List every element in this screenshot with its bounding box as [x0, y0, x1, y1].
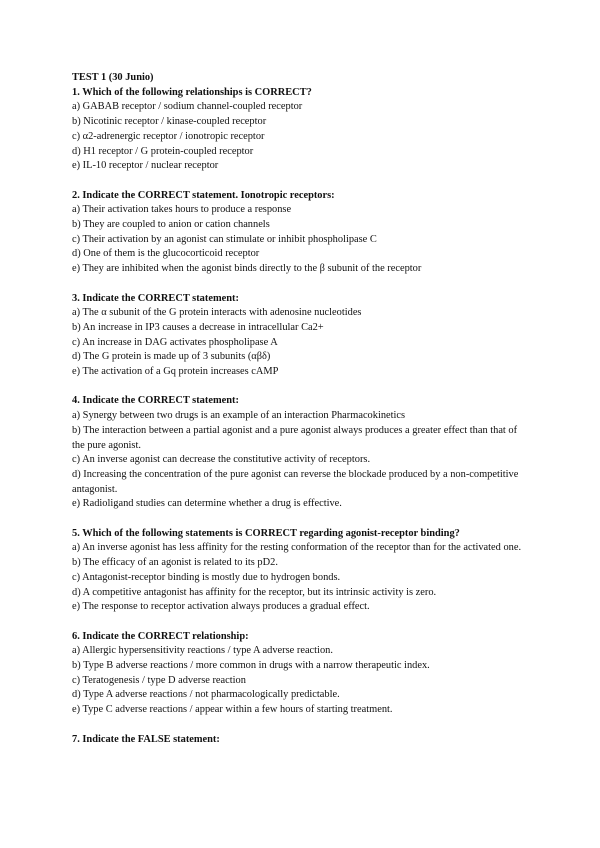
- answer-option: e) The activation of a Gq protein increases cAMP: [72, 366, 279, 378]
- answer-option: a) Allergic hypersensitivity reactions / type A adverse reaction.: [72, 645, 333, 657]
- answer-option: b) The interaction between a partial agonist and a pure agonist always produces a greater effect than that of the pure agonist.: [72, 424, 518, 451]
- answer-option: b) Type B adverse reactions / more common in drugs with a narrow therapeutic index.: [72, 660, 430, 672]
- question-heading: 3. Indicate the CORRECT statement:: [72, 292, 239, 304]
- answer-option: c) An inverse agonist can decrease the constitutive activity of receptors.: [72, 454, 371, 466]
- answer-option: e) IL-10 receptor / nuclear receptor: [72, 160, 219, 172]
- answer-option: c) α2-adrenergic receptor / ionotropic receptor: [72, 130, 265, 142]
- answer-option: d) H1 receptor / G protein-coupled receptor: [72, 145, 254, 157]
- question-heading: 6. Indicate the CORRECT relationship:: [72, 630, 249, 642]
- answer-option: b) The efficacy of an agonist is related to its pD2.: [72, 557, 278, 569]
- answer-option: d) The G protein is made up of 3 subunits (αβδ): [72, 351, 271, 363]
- answer-option: c) Teratogenesis / type D adverse reaction: [72, 674, 246, 686]
- question-heading: 5. Which of the following statements is CORRECT regarding agonist-receptor binding?: [72, 527, 460, 539]
- test-title: TEST 1 (30 Junio): [72, 72, 154, 83]
- answer-option: e) Radioligand studies can determine whether a drug is effective.: [72, 498, 342, 510]
- answer-option: e) They are inhibited when the agonist binds directly to the β subunit of the receptor: [72, 263, 422, 275]
- answer-option: d) A competitive antagonist has affinity for the receptor, but its intrinsic activity is zero.: [72, 586, 437, 598]
- question-4: [72, 394, 532, 512]
- answer-option: a) Synergy between two drugs is an example of an interaction Pharmacokinetics: [72, 410, 406, 422]
- question-7-heading: 7. Indicate the FALSE statement:: [72, 733, 220, 745]
- question-heading: 4. Indicate the CORRECT statement:: [72, 395, 239, 407]
- answer-option: a) An inverse agonist has less affinity for the resting conformation of the receptor than for the activated one.: [72, 542, 522, 554]
- question-list: [72, 86, 532, 718]
- answer-option: d) One of them is the glucocorticoid receptor: [72, 248, 260, 260]
- question-heading: 1. Which of the following relationships is CORRECT?: [72, 86, 312, 98]
- answer-option: c) An increase in DAG activates phospholipase A: [72, 336, 278, 348]
- question-2: [72, 189, 532, 277]
- answer-option: d) Increasing the concentration of the pure agonist can reverse the blockade produced by a non-competitive antagonist.: [72, 468, 519, 495]
- question-heading: 2. Indicate the CORRECT statement. Ionotropic receptors:: [72, 189, 335, 201]
- question-5: [72, 527, 532, 615]
- answer-option: b) An increase in IP3 causes a decrease in intracellular Ca2+: [72, 321, 324, 333]
- answer-option: c) Their activation by an agonist can stimulate or inhibit phospholipase C: [72, 233, 377, 245]
- answer-option: b) Nicotinic receptor / kinase-coupled receptor: [72, 116, 267, 128]
- answer-option: d) Type A adverse reactions / not pharmacologically predictable.: [72, 689, 340, 701]
- answer-option: b) They are coupled to anion or cation channels: [72, 219, 270, 231]
- question-3: [72, 292, 532, 380]
- answer-option: c) Antagonist-receptor binding is mostly due to hydrogen bonds.: [72, 571, 341, 583]
- question-1: [72, 86, 532, 174]
- answer-option: e) Type C adverse reactions / appear within a few hours of starting treatment.: [72, 704, 393, 716]
- answer-option: a) Their activation takes hours to produce a response: [72, 204, 292, 216]
- answer-option: e) The response to receptor activation always produces a gradual effect.: [72, 601, 370, 613]
- document-content: [72, 71, 532, 747]
- question-6: [72, 630, 532, 718]
- answer-option: a) GABAB receptor / sodium channel-coupled receptor: [72, 101, 303, 113]
- answer-option: a) The α subunit of the G protein interacts with adenosine nucleotides: [72, 307, 362, 319]
